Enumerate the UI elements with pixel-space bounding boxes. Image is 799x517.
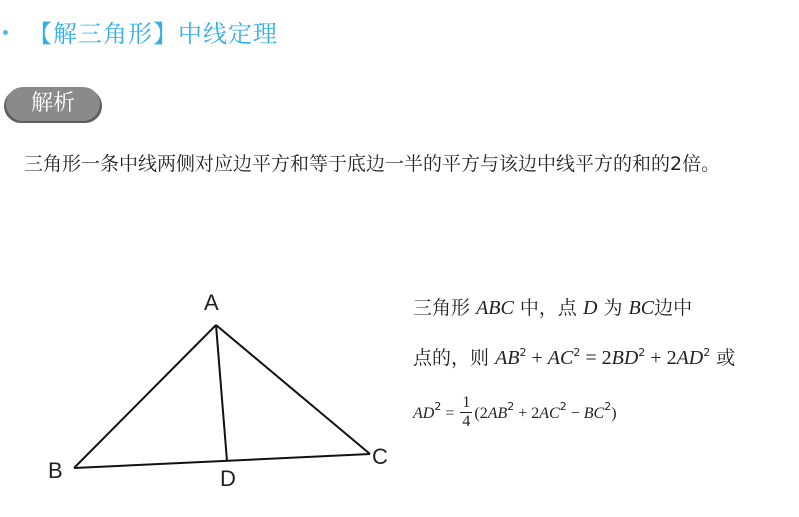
stmt-text: 中，点 [519, 297, 577, 319]
stmt-text: 三角形 [413, 297, 471, 319]
median-ad [216, 325, 227, 461]
vertex-label-a: A [204, 290, 219, 315]
vertex-label-c: C [372, 444, 388, 469]
math-triangle: ABC [476, 297, 514, 319]
vertex-label-b: B [48, 458, 63, 483]
stmt-text: 或 [716, 347, 736, 369]
vertex-label-d: D [220, 466, 236, 491]
explanation-text: 三角形一条中线两侧对应边平方和等于底边一半的平方与该边中线平方的和的2倍。 [24, 153, 721, 175]
statement-line-2 [413, 342, 735, 374]
analysis-badge: 解析 [6, 87, 100, 121]
formula-1: $AB^2 + AC^2 = 2BD^2 + 2AD^2$ [495, 346, 711, 369]
statement-line-3 [413, 392, 617, 434]
triangle-diagram [40, 280, 410, 500]
math-point: D [582, 297, 598, 319]
fraction-quarter: $\frac{1}{4}$ [462, 394, 471, 430]
triangle-svg [40, 280, 410, 500]
stmt-text: 为 [603, 297, 623, 319]
edge-ac [216, 325, 370, 454]
bullet-dot-icon [3, 30, 8, 35]
title-row [0, 16, 799, 56]
math-side: BC [628, 297, 655, 319]
formula-2: $AD^2$ = $\frac{1}{4}$ $(2AB^2 + 2AC^2 - BC^2)$ [413, 394, 617, 430]
stmt-text: 点的，则 [413, 347, 490, 369]
page-title: 【解三角形】中线定理 [28, 20, 278, 48]
statement-line-1 [413, 292, 692, 324]
edge-ab [74, 325, 216, 468]
stmt-text: 边中 [654, 297, 693, 319]
